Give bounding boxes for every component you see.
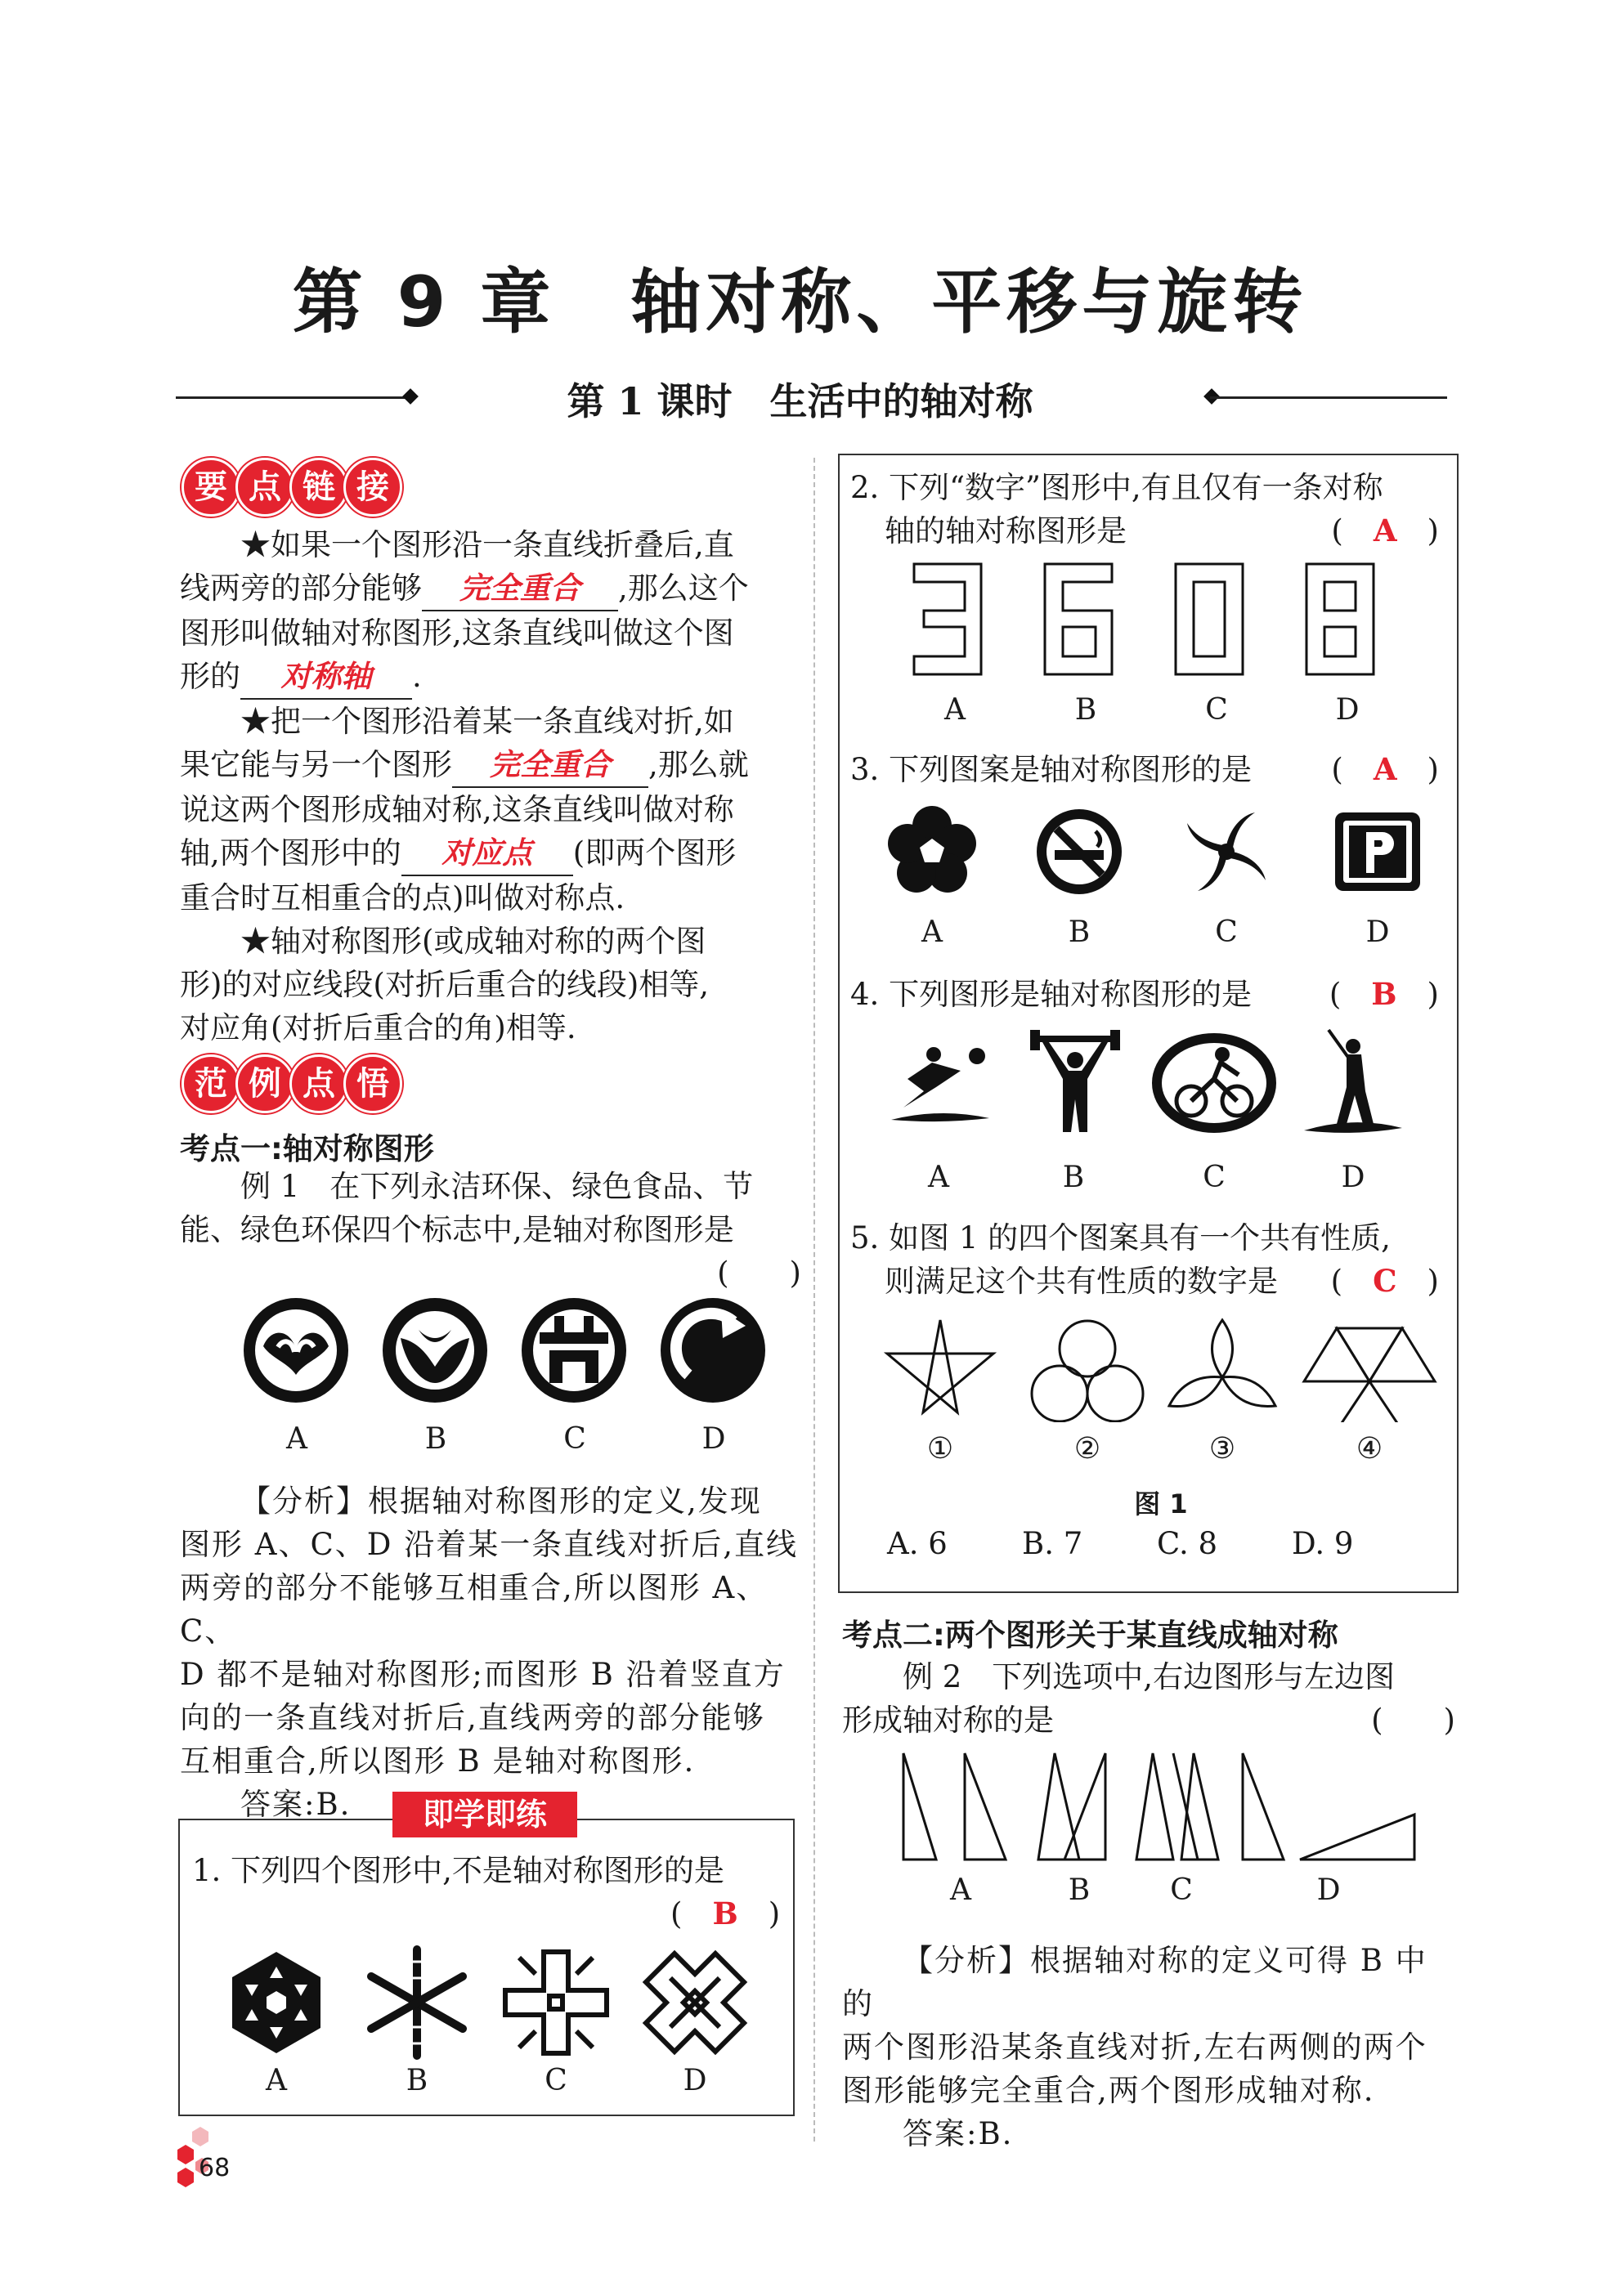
question-line: 3. 下列图案是轴对称图形的是 <box>850 752 1253 787</box>
answer-paren: ( ) <box>717 1255 801 1291</box>
point-2-line: 重合时互相重合的点)叫做对称点. <box>180 880 625 915</box>
puzzle-cross-icon <box>505 1952 607 2053</box>
volleyball-icon <box>891 1047 989 1121</box>
digit-figures <box>908 560 1414 683</box>
badge-char: 例 <box>235 1054 294 1113</box>
question-line: 2. 下列“数字”图形中,有且仅有一条对称 <box>850 470 1383 505</box>
option-label: C <box>1203 1161 1226 1194</box>
example-line: 例 2 下列选项中,右边图形与左边图 <box>903 1659 1396 1694</box>
analysis-line: 图形 A、C、D 沿着某一条直线对折后,直线 <box>180 1527 798 1562</box>
example-line: 例 1 在下列永洁环保、绿色食品、节 <box>240 1169 754 1204</box>
answer-paren: ( A ) <box>1331 751 1439 787</box>
asterisk-star-icon <box>371 1949 463 2056</box>
question-5 <box>850 1216 1447 1303</box>
flower-pentagon-icon <box>888 806 976 893</box>
answer-text: 答案:B. <box>240 1787 352 1822</box>
triangle-pair-a <box>903 1753 1006 1860</box>
key-points-text <box>180 523 801 1050</box>
answer-value: B <box>712 1895 738 1931</box>
example-1-logos <box>237 1291 793 1414</box>
choice: B. 7 <box>1022 1526 1083 1561</box>
analysis-line: 两个图形沿某条直线对折,左右两侧的两个 <box>842 2030 1427 2065</box>
option-label: A <box>944 693 966 727</box>
option-label: A <box>921 915 943 949</box>
point-1-line: ★如果一个图形沿一条直线折叠后,直 <box>240 527 734 562</box>
kaodian-heading-2: 考点二:两个图形关于某直线成轴对称 <box>842 1618 1338 1653</box>
analysis-line: 【分析】根据轴对称的定义可得 B 中的 <box>842 1943 1427 2021</box>
choice: C. 8 <box>1157 1526 1218 1561</box>
option-label: D <box>1316 1873 1341 1907</box>
lesson-title: 第 1 课时 生活中的轴对称 <box>567 379 1033 423</box>
badge-char: 点 <box>289 1054 348 1113</box>
fill-blank: 对称轴 <box>240 655 412 700</box>
badge-char: 链 <box>289 458 348 517</box>
question-4 <box>850 973 1447 1016</box>
text: 形的 <box>180 659 240 694</box>
golf-icon <box>1304 1030 1402 1133</box>
digit-8-figure <box>1306 564 1374 674</box>
green-food-logo <box>383 1298 487 1403</box>
text: 线两旁的部分能够 <box>180 571 422 606</box>
column-divider <box>813 458 815 2142</box>
text: 则满足这个共有性质的数字是 <box>885 1264 1278 1299</box>
option-label: A <box>286 1422 307 1456</box>
section-badge-key-points <box>182 458 397 518</box>
badge-char: 悟 <box>343 1054 402 1113</box>
example-2 <box>842 1655 1455 1742</box>
practice-title: 即学即练 <box>392 1792 577 1837</box>
option-label: D <box>1341 1161 1365 1194</box>
example-1 <box>180 1165 801 1295</box>
option-label: B <box>1074 693 1097 727</box>
badge-char: 要 <box>182 458 240 517</box>
text: (即两个图形 <box>572 835 737 871</box>
option-label: B <box>424 1422 447 1456</box>
question-5-choices <box>887 1522 1600 1565</box>
point-1-line <box>180 655 801 700</box>
point-1-line <box>180 566 801 611</box>
example-2-triangles <box>891 1749 1423 1864</box>
digit-3-figure <box>914 564 981 674</box>
answer-value: B <box>1371 976 1397 1012</box>
badge-char: 范 <box>182 1054 240 1113</box>
answer-value: C <box>1373 1263 1397 1299</box>
question-3 <box>850 748 1447 791</box>
analysis-line: 【分析】根据轴对称图形的定义,发现 <box>240 1484 762 1519</box>
option-label: A <box>928 1161 949 1194</box>
option-label: B <box>1062 1161 1085 1194</box>
point-3-line: ★轴对称图形(或成轴对称的两个图 <box>240 924 706 959</box>
question-1-answer: ( B ) <box>670 1895 781 1931</box>
question-4-figures <box>883 1026 1439 1140</box>
analysis-1 <box>180 1479 801 1826</box>
parking-icon <box>1335 812 1420 891</box>
question-1-text: 1. 下列四个图形中,不是轴对称图形的是 <box>192 1853 724 1888</box>
analysis-2 <box>842 1939 1455 2155</box>
point-2-line: ★把一个图形沿着某一条直线对折,如 <box>240 704 734 739</box>
option-label: D <box>1335 693 1360 727</box>
analysis-line: 图形能够完全重合,两个图形成轴对称. <box>842 2073 1375 2108</box>
option-label: C <box>1170 1873 1193 1907</box>
question-line: 4. 下列图形是轴对称图形的是 <box>850 977 1253 1012</box>
question-3-figures <box>883 805 1439 899</box>
option-label: C <box>563 1422 586 1456</box>
example-line: 能、绿色环保四个标志中,是轴对称图形是 <box>180 1212 734 1247</box>
question-line <box>850 1260 1447 1303</box>
text: . <box>412 659 422 694</box>
digit-0-figure <box>1176 564 1243 674</box>
three-triangles-pattern <box>1304 1328 1435 1422</box>
figure-1-patterns <box>879 1316 1443 1422</box>
answer-paren: ( A ) <box>1331 512 1439 548</box>
triangle-pair-b <box>1038 1753 1105 1860</box>
option-label: C <box>1205 693 1228 727</box>
point-1-line: 图形叫做轴对称图形,这条直线叫做这个图 <box>180 615 734 651</box>
text: 形成轴对称的是 <box>842 1703 1054 1738</box>
option-label: D <box>701 1422 726 1456</box>
point-2-line: 说这两个图形成轴对称,这条直线叫做对称 <box>180 792 734 827</box>
point-3-line: 对应角(对折后重合的角)相等. <box>180 1010 576 1045</box>
title-rule-right <box>1210 396 1447 399</box>
answer-paren: ( C ) <box>1330 1263 1439 1299</box>
badge-char: 接 <box>343 458 402 517</box>
question-2 <box>850 466 1447 553</box>
option-label: C <box>1215 915 1238 949</box>
option-label: A <box>950 1873 971 1907</box>
pinwheel-icon <box>1187 812 1266 891</box>
analysis-line: 互相重合,所以图形 B 是轴对称图形. <box>180 1743 696 1779</box>
three-petals-pattern <box>1169 1320 1275 1407</box>
three-circles-pattern <box>1032 1321 1143 1421</box>
answer-value: A <box>1373 751 1397 787</box>
text: 轴的轴对称图形是 <box>885 513 1127 548</box>
triangle-pair-d <box>1243 1753 1414 1860</box>
fill-blank: 对应点 <box>401 831 573 876</box>
recycle-leaf-logo <box>244 1298 348 1403</box>
ornament-cross-icon <box>646 1954 744 2052</box>
analysis-line: D 都不是轴对称图形;而图形 B 沿着竖直方 <box>180 1657 786 1692</box>
figure-caption: 图 1 <box>1134 1488 1188 1519</box>
example-line <box>842 1699 1455 1742</box>
text: ,那么这个 <box>618 571 749 606</box>
choice: D. 9 <box>1292 1526 1354 1561</box>
fill-blank: 完全重合 <box>422 566 618 611</box>
section-badge-examples <box>182 1054 397 1115</box>
question-1-figures <box>221 1941 777 2064</box>
pattern-mark: ③ <box>1208 1432 1236 1466</box>
point-2-line <box>180 831 801 876</box>
choice: A. 6 <box>887 1526 948 1561</box>
question-line <box>850 509 1447 553</box>
badge-char: 点 <box>235 458 294 517</box>
option-label: A <box>266 2064 287 2097</box>
digit-6-figure <box>1045 564 1112 674</box>
fill-blank: 完全重合 <box>452 743 648 788</box>
option-label: D <box>1365 915 1390 949</box>
option-label: B <box>406 2064 428 2097</box>
snowflake-icon <box>232 1952 320 2053</box>
question-line: 5. 如图 1 的四个图案具有一个共有性质, <box>850 1220 1391 1255</box>
analysis-line: 两旁的部分不能够互相重合,所以图形 A、C、 <box>180 1570 769 1649</box>
point-2-line <box>180 743 801 788</box>
green-environment-logo <box>661 1298 765 1403</box>
option-label: B <box>1068 1873 1091 1907</box>
cycling-icon <box>1157 1038 1271 1128</box>
chapter-title: 第 9 章 轴对称、平移与旋转 <box>292 262 1308 343</box>
point-3-line: 形)的对应线段(对折后重合的线段)相等, <box>180 967 710 1002</box>
text: ,那么就 <box>648 747 749 782</box>
analysis-line: 向的一条直线对折后,直线两旁的部分能够 <box>180 1700 765 1735</box>
energy-saving-logo <box>522 1298 626 1403</box>
star-pattern <box>887 1320 993 1412</box>
option-label: D <box>683 2064 707 2097</box>
triangle-pair-c <box>1136 1753 1218 1860</box>
no-smoking-icon <box>1037 809 1122 894</box>
pattern-mark: ① <box>926 1432 954 1466</box>
pattern-mark: ④ <box>1356 1432 1383 1466</box>
option-label: C <box>545 2064 567 2097</box>
weightlifting-icon <box>1030 1030 1120 1132</box>
answer-paren: ( B ) <box>1329 976 1439 1012</box>
answer-value: A <box>1373 512 1397 548</box>
kaodian-heading-1: 考点一:轴对称图形 <box>180 1131 434 1166</box>
text: 果它能与另一个图形 <box>180 747 452 782</box>
answer-paren: ( ) <box>1371 1703 1455 1738</box>
pattern-mark: ② <box>1073 1432 1101 1466</box>
answer-text: 答案:B. <box>903 2116 1014 2151</box>
option-label: B <box>1068 915 1091 949</box>
page-number: 68 <box>199 2154 231 2182</box>
text: 轴,两个图形中的 <box>180 835 401 871</box>
